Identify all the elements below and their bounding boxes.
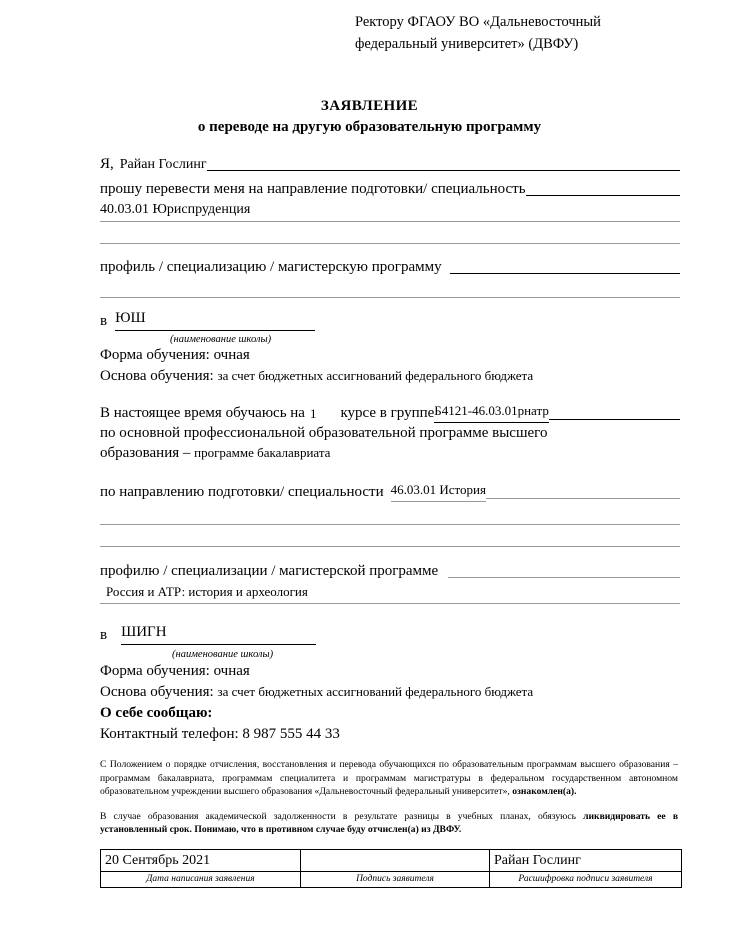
current-form-row bbox=[100, 662, 680, 681]
target-school-note: (наименование школы) bbox=[170, 334, 272, 345]
target-form-row bbox=[100, 346, 680, 365]
consent-paragraph-2-bold: ликвидировать ее в установленный срок. Понимаю, что в противном случае буду отчислен(а) из ДВФУ. bbox=[100, 810, 678, 835]
target-program-rule bbox=[100, 221, 680, 222]
addressee-line-2: федеральный университет» (ДВФУ) bbox=[355, 35, 579, 52]
signature-cell bbox=[301, 850, 490, 888]
current-basis-row bbox=[100, 683, 680, 702]
current-program-line-1: по основной профессиональной образовательной программе высшего bbox=[100, 425, 548, 441]
target-school-value[interactable]: ЮШ bbox=[115, 309, 315, 331]
applicant-i-label: Я, bbox=[100, 156, 114, 172]
current-course-mid-label: курсе в группе bbox=[340, 405, 435, 421]
page-subtitle: о переводе на другую образовательную программу bbox=[197, 119, 542, 135]
current-form-label: Форма обучения: bbox=[100, 663, 210, 679]
target-basis-label: Основа обучения: bbox=[100, 368, 214, 384]
target-program-value[interactable]: 40.03.01 Юриспруденция bbox=[100, 202, 251, 217]
consent-paragraph-1-text: С Положением о порядке отчисления, восстановления и перевода обучающихся по образовательным программам высшего образования – программам бакалавриата, программам специалитета и программам магистратуры в федеральном государственном автономном образовательном учреждении высшего образования «Дальневосточный федеральный университет», bbox=[100, 759, 678, 797]
current-enrollment-intro: В настоящее время обучаюсь на bbox=[100, 405, 305, 421]
current-course-value[interactable]: 1 bbox=[309, 406, 317, 421]
current-school-prefix: в bbox=[100, 627, 108, 643]
contact-phone-row bbox=[100, 725, 680, 744]
target-school-row bbox=[100, 309, 680, 331]
date-value[interactable]: 20 Сентябрь 2021 bbox=[105, 853, 211, 868]
target-form-value[interactable]: очная bbox=[213, 347, 250, 363]
current-school-row bbox=[100, 623, 680, 645]
current-program-level[interactable]: программе бакалавриата bbox=[194, 445, 331, 460]
page-title: ЗАЯВЛЕНИЕ bbox=[320, 98, 419, 114]
current-profile-label: профилю / специализации / магистерской программе bbox=[100, 563, 439, 579]
contact-phone-value[interactable]: 8 987 555 44 33 bbox=[242, 726, 340, 742]
consent-paragraph-2-text: В случае образования академической задолженности в результате разницы в учебных планах, обязуюсь bbox=[100, 810, 576, 822]
target-profile-rule bbox=[450, 273, 680, 274]
current-profile-value-rule bbox=[100, 603, 680, 604]
about-heading: О себе сообщаю: bbox=[100, 705, 213, 721]
signature-caption: Подпись заявителя bbox=[301, 871, 489, 887]
consent-paragraph-1 bbox=[100, 758, 678, 799]
form-body bbox=[100, 155, 680, 837]
signer-name-caption: Расшифровка подписи заявителя bbox=[490, 871, 681, 887]
current-basis-label: Основа обучения: bbox=[100, 684, 214, 700]
current-direction-label: по направлению подготовки/ специальности bbox=[100, 484, 384, 500]
target-program-extra-line bbox=[100, 243, 680, 244]
signer-name-value[interactable]: Райан Гослинг bbox=[494, 853, 581, 868]
target-profile-label: профиль / специализацию / магистерскую программу bbox=[100, 259, 442, 275]
consent-paragraph-1-bold: ознакомлен(а). bbox=[512, 786, 577, 797]
current-profile-value-row bbox=[100, 583, 680, 604]
current-school-note: (наименование школы) bbox=[172, 649, 274, 660]
applicant-name-value[interactable]: Райан Гослинг bbox=[119, 157, 207, 172]
current-direction-rule bbox=[486, 498, 680, 499]
addressee-line-1: Ректору ФГАОУ ВО «Дальневосточный bbox=[355, 14, 601, 30]
name-cell bbox=[490, 850, 682, 888]
current-direction-row bbox=[100, 481, 680, 502]
current-basis-value[interactable]: за счет бюджетных ассигнований федерального бюджета bbox=[217, 684, 534, 699]
current-enrollment-row bbox=[100, 402, 680, 423]
target-basis-value[interactable]: за счет бюджетных ассигнований федерального бюджета bbox=[217, 368, 534, 383]
current-direction-extra-line-1 bbox=[100, 524, 680, 525]
target-program-row bbox=[100, 200, 680, 222]
current-profile-row bbox=[100, 562, 680, 581]
transfer-request-label: прошу перевести меня на направление подготовки/ специальность bbox=[100, 181, 526, 197]
current-program-prefix: образования – bbox=[100, 445, 191, 461]
table-row bbox=[101, 850, 682, 888]
target-profile-row bbox=[100, 258, 680, 277]
target-form-label: Форма обучения: bbox=[100, 347, 210, 363]
current-group-rule bbox=[549, 419, 680, 420]
current-profile-value[interactable]: Россия и АТР: история и археология bbox=[106, 584, 308, 599]
current-direction-extra-line-2 bbox=[100, 546, 680, 547]
transfer-request-rule bbox=[526, 195, 680, 196]
current-form-value[interactable]: очная bbox=[213, 663, 250, 679]
date-caption: Дата написания заявления bbox=[101, 871, 300, 887]
target-basis-row bbox=[100, 367, 680, 386]
transfer-request-row bbox=[100, 180, 680, 199]
addressee-header bbox=[355, 12, 690, 56]
applicant-name-row bbox=[100, 155, 680, 174]
signature-value[interactable] bbox=[301, 850, 489, 871]
document-title-block bbox=[0, 98, 739, 136]
signature-table bbox=[100, 849, 682, 888]
current-group-value[interactable]: Б4121-46.03.01рнатр bbox=[434, 402, 549, 423]
contact-phone-label: Контактный телефон: bbox=[100, 726, 239, 742]
target-profile-extra-line bbox=[100, 297, 680, 298]
current-profile-rule bbox=[448, 577, 680, 578]
consent-paragraph-2 bbox=[100, 810, 678, 837]
current-program-line-2 bbox=[100, 444, 680, 463]
current-school-value[interactable]: ШИГН bbox=[121, 623, 316, 645]
applicant-name-rule bbox=[207, 170, 680, 171]
date-cell bbox=[101, 850, 301, 888]
target-school-prefix: в bbox=[100, 313, 108, 329]
current-direction-value[interactable]: 46.03.01 История bbox=[391, 481, 486, 502]
